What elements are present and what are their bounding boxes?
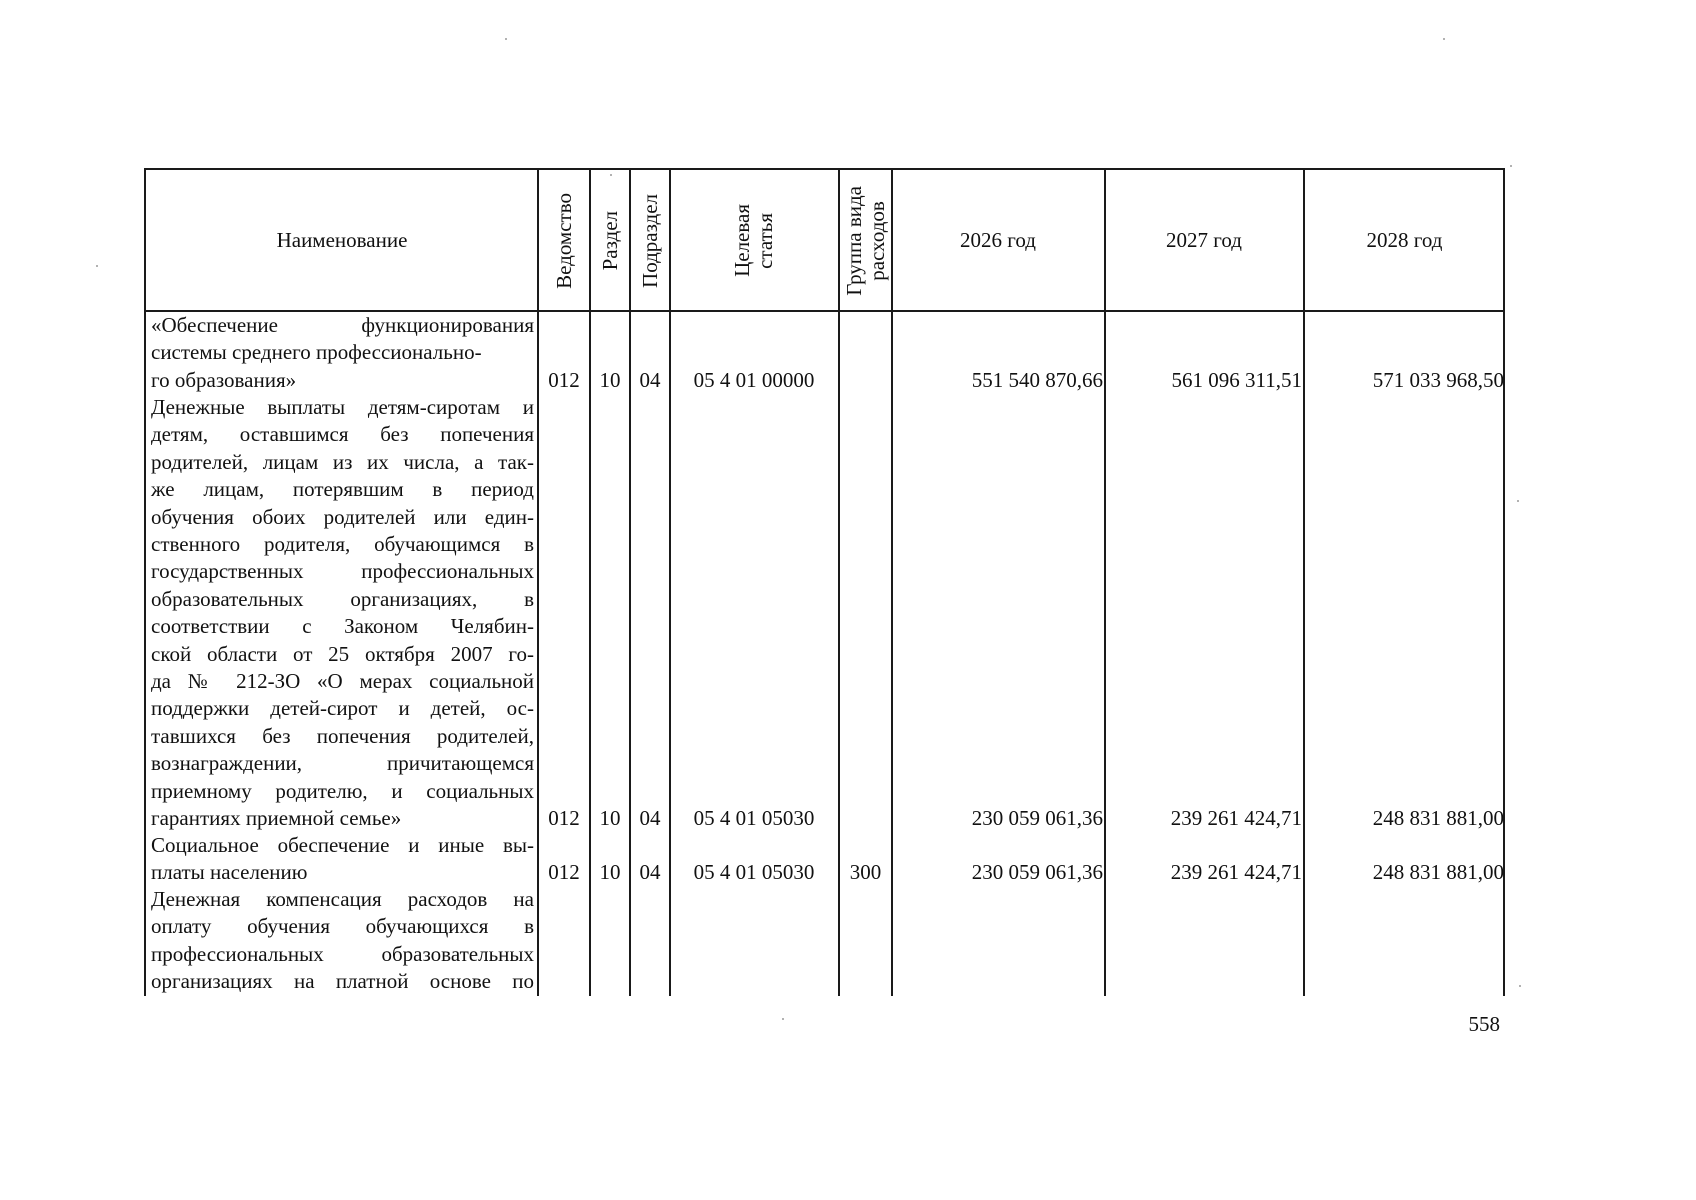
scan-speck [1510, 165, 1512, 167]
cell-gruppa-vida-raskhodov: 300 [849, 860, 882, 884]
cell-year-2026: 230 059 061,36 [971, 806, 1103, 830]
cell-year-2027: 239 261 424,71 [1170, 860, 1302, 884]
cell-razdel: 10 [599, 368, 621, 392]
scan-speck [610, 174, 612, 176]
table-row-name: Денежная компенсация расходов на оплату обучения обучающихся в профессиональных образовательных организациях на платной основе по [151, 887, 534, 994]
header-tselevaya-statya: Целевая статья [730, 204, 777, 277]
scan-speck [505, 38, 507, 40]
header-podrazdel: Подраздел [637, 193, 662, 288]
header-razdel: Раздел [597, 210, 622, 271]
cell-tselevaya-statya: 05 4 01 05030 [693, 806, 815, 830]
header-year-2028: 2028 год [1366, 228, 1443, 252]
cell-year-2028: 571 033 968,50 [1372, 368, 1504, 392]
header-year-2026: 2026 год [960, 228, 1036, 252]
scan-speck [782, 1018, 784, 1020]
cell-tselevaya-statya: 05 4 01 05030 [693, 860, 815, 884]
header-vedomstvo: Ведомство [551, 192, 576, 289]
table-row-name: Денежные выплаты детям-сиротам и детям, оставшимся без попечения родителей, лицам из их числа, а так- же лицам, потерявшим в период обучения обоих родителей или един- ственного родителя, обучающимся в государственных профессиональных образовательных организациях, в соответствии с Законом Челябин- ской области от 25 октября 2007 го- да № 212-ЗО «О мерах социальной поддержки детей-сирот и детей, ос- тавшихся без попечения родителей, вознаграждении, причитающемся приемному родителю, и социальных гарантиях приемной семье» [151, 395, 534, 831]
table-row-name: Социальное обеспечение и иные вы- платы населению [151, 833, 534, 885]
cell-podrazdel: 04 [639, 860, 661, 884]
cell-year-2026: 230 059 061,36 [971, 860, 1103, 884]
cell-year-2027: 239 261 424,71 [1170, 806, 1302, 830]
cell-vedomstvo: 012 [548, 806, 580, 830]
scan-speck [1517, 500, 1519, 502]
scan-speck [1519, 985, 1521, 987]
cell-razdel: 10 [599, 806, 621, 830]
cell-year-2028: 248 831 881,00 [1372, 860, 1504, 884]
header-gruppa-vida-raskhodov: Группа вида расходов [841, 185, 889, 296]
cell-tselevaya-statya: 05 4 01 00000 [693, 368, 815, 392]
table-row-name: «Обеспечение функционирования системы среднего профессионально- го образования» [151, 313, 534, 392]
cell-year-2026: 551 540 870,66 [971, 368, 1103, 392]
cell-year-2027: 561 096 311,51 [1171, 368, 1302, 392]
header-name: Наименование [276, 228, 408, 252]
cell-vedomstvo: 012 [548, 368, 580, 392]
scan-speck [96, 265, 98, 267]
cell-vedomstvo: 012 [548, 860, 580, 884]
scan-speck [1443, 38, 1445, 40]
cell-podrazdel: 04 [639, 806, 661, 830]
page-number: 558 [1468, 1012, 1500, 1036]
cell-year-2028: 248 831 881,00 [1372, 806, 1504, 830]
cell-podrazdel: 04 [639, 368, 661, 392]
cell-razdel: 10 [599, 860, 621, 884]
header-year-2027: 2027 год [1166, 228, 1242, 252]
